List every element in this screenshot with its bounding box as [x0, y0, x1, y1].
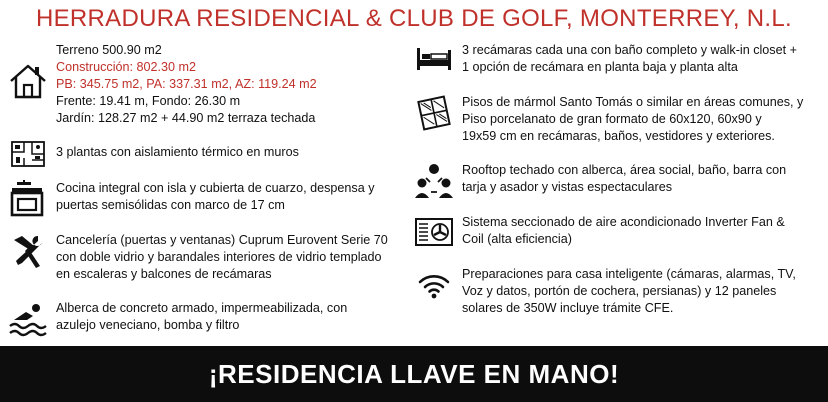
windows-line-1: Cancelería (puertas y ventanas) Cuprum Eurovent Serie 70 — [56, 233, 388, 247]
people-icon — [414, 162, 454, 200]
construction-line: Construcción: 802.30 m2 — [56, 60, 197, 74]
smart-line-2: Voz y datos, portón de cochera, persianas) y 12 paneles — [462, 284, 777, 298]
feature-floors — [8, 138, 299, 176]
bedrooms-line-2: 1 opción de recámara en planta baja y planta alta — [462, 60, 738, 74]
feature-lot — [8, 42, 317, 127]
smart-line-1: Preparaciones para casa inteligente (cámaras, alarmas, TV, — [462, 267, 796, 281]
pool-line-2: azulejo veneciano, bomba y filtro — [56, 318, 240, 332]
windows-line-2: con doble vidrio y barandales interiores de vidrio templado — [56, 250, 382, 264]
house-icon — [8, 62, 48, 100]
bedrooms-line-1: 3 recámaras cada una con baño completo y walk-in closet + — [462, 43, 797, 57]
flooring-line-1: Pisos de mármol Santo Tomás o similar en áreas comunes, y — [462, 95, 804, 109]
windows-line-3: en escaleras y balcones de recámaras — [56, 267, 272, 281]
rooftop-line-2: tarja y asador y vistas espectaculares — [462, 180, 672, 194]
flooring-line-2: Piso porcelanato de gran formato de 60x120, 60x90 y — [462, 112, 762, 126]
smart-line-3: solares de 350W incluye trámite CFE. — [462, 301, 674, 315]
page-title: HERRADURA RESIDENCIAL & CLUB DE GOLF, MONTERREY, N.L. — [35, 5, 793, 32]
feature-bedrooms — [414, 42, 797, 80]
ac-line-2: Coil (alta eficiencia) — [462, 232, 572, 246]
feature-pool — [8, 300, 347, 338]
flooring-line-3: 19x59 cm en recámaras, baños, vestidores y exteriores. — [462, 129, 775, 143]
swimmer-icon — [8, 300, 48, 338]
tools-icon — [8, 232, 48, 270]
floors-text: 3 plantas con aislamiento térmico en muros — [56, 145, 299, 159]
wifi-icon — [414, 266, 454, 304]
pool-line-1: Alberca de concreto armado, impermeabilizada, con — [56, 301, 348, 315]
air-conditioner-icon — [414, 214, 454, 252]
floor-plan-icon — [8, 138, 48, 176]
rooftop-line-1: Rooftop techado con alberca, área social, baño, barra con — [462, 163, 787, 177]
lot-line-1: Terreno 500.90 m2 — [56, 43, 162, 57]
feature-windows — [8, 232, 388, 283]
feature-flooring — [414, 94, 803, 145]
dimensions-line: Frente: 19.41 m, Fondo: 26.30 m — [56, 94, 241, 108]
feature-smart-home — [414, 266, 796, 317]
kitchen-line-2: puertas semisólidas con marco de 17 cm — [56, 198, 285, 212]
floor-areas-line: PB: 345.75 m2, PA: 337.31 m2, AZ: 119.24 m2 — [56, 77, 317, 91]
feature-kitchen — [8, 180, 375, 218]
tiles-icon — [414, 94, 454, 132]
bed-icon — [414, 42, 454, 80]
turnkey-banner: ¡RESIDENCIA LLAVE EN MANO! — [0, 346, 828, 402]
stove-icon — [8, 180, 48, 218]
garden-line: Jardín: 128.27 m2 + 44.90 m2 terraza techada — [56, 111, 316, 125]
kitchen-line-1: Cocina integral con isla y cubierta de cuarzo, despensa y — [56, 181, 375, 195]
feature-ac — [414, 214, 785, 252]
feature-rooftop — [414, 162, 786, 200]
ac-line-1: Sistema seccionado de aire acondicionado Inverter Fan & — [462, 215, 785, 229]
